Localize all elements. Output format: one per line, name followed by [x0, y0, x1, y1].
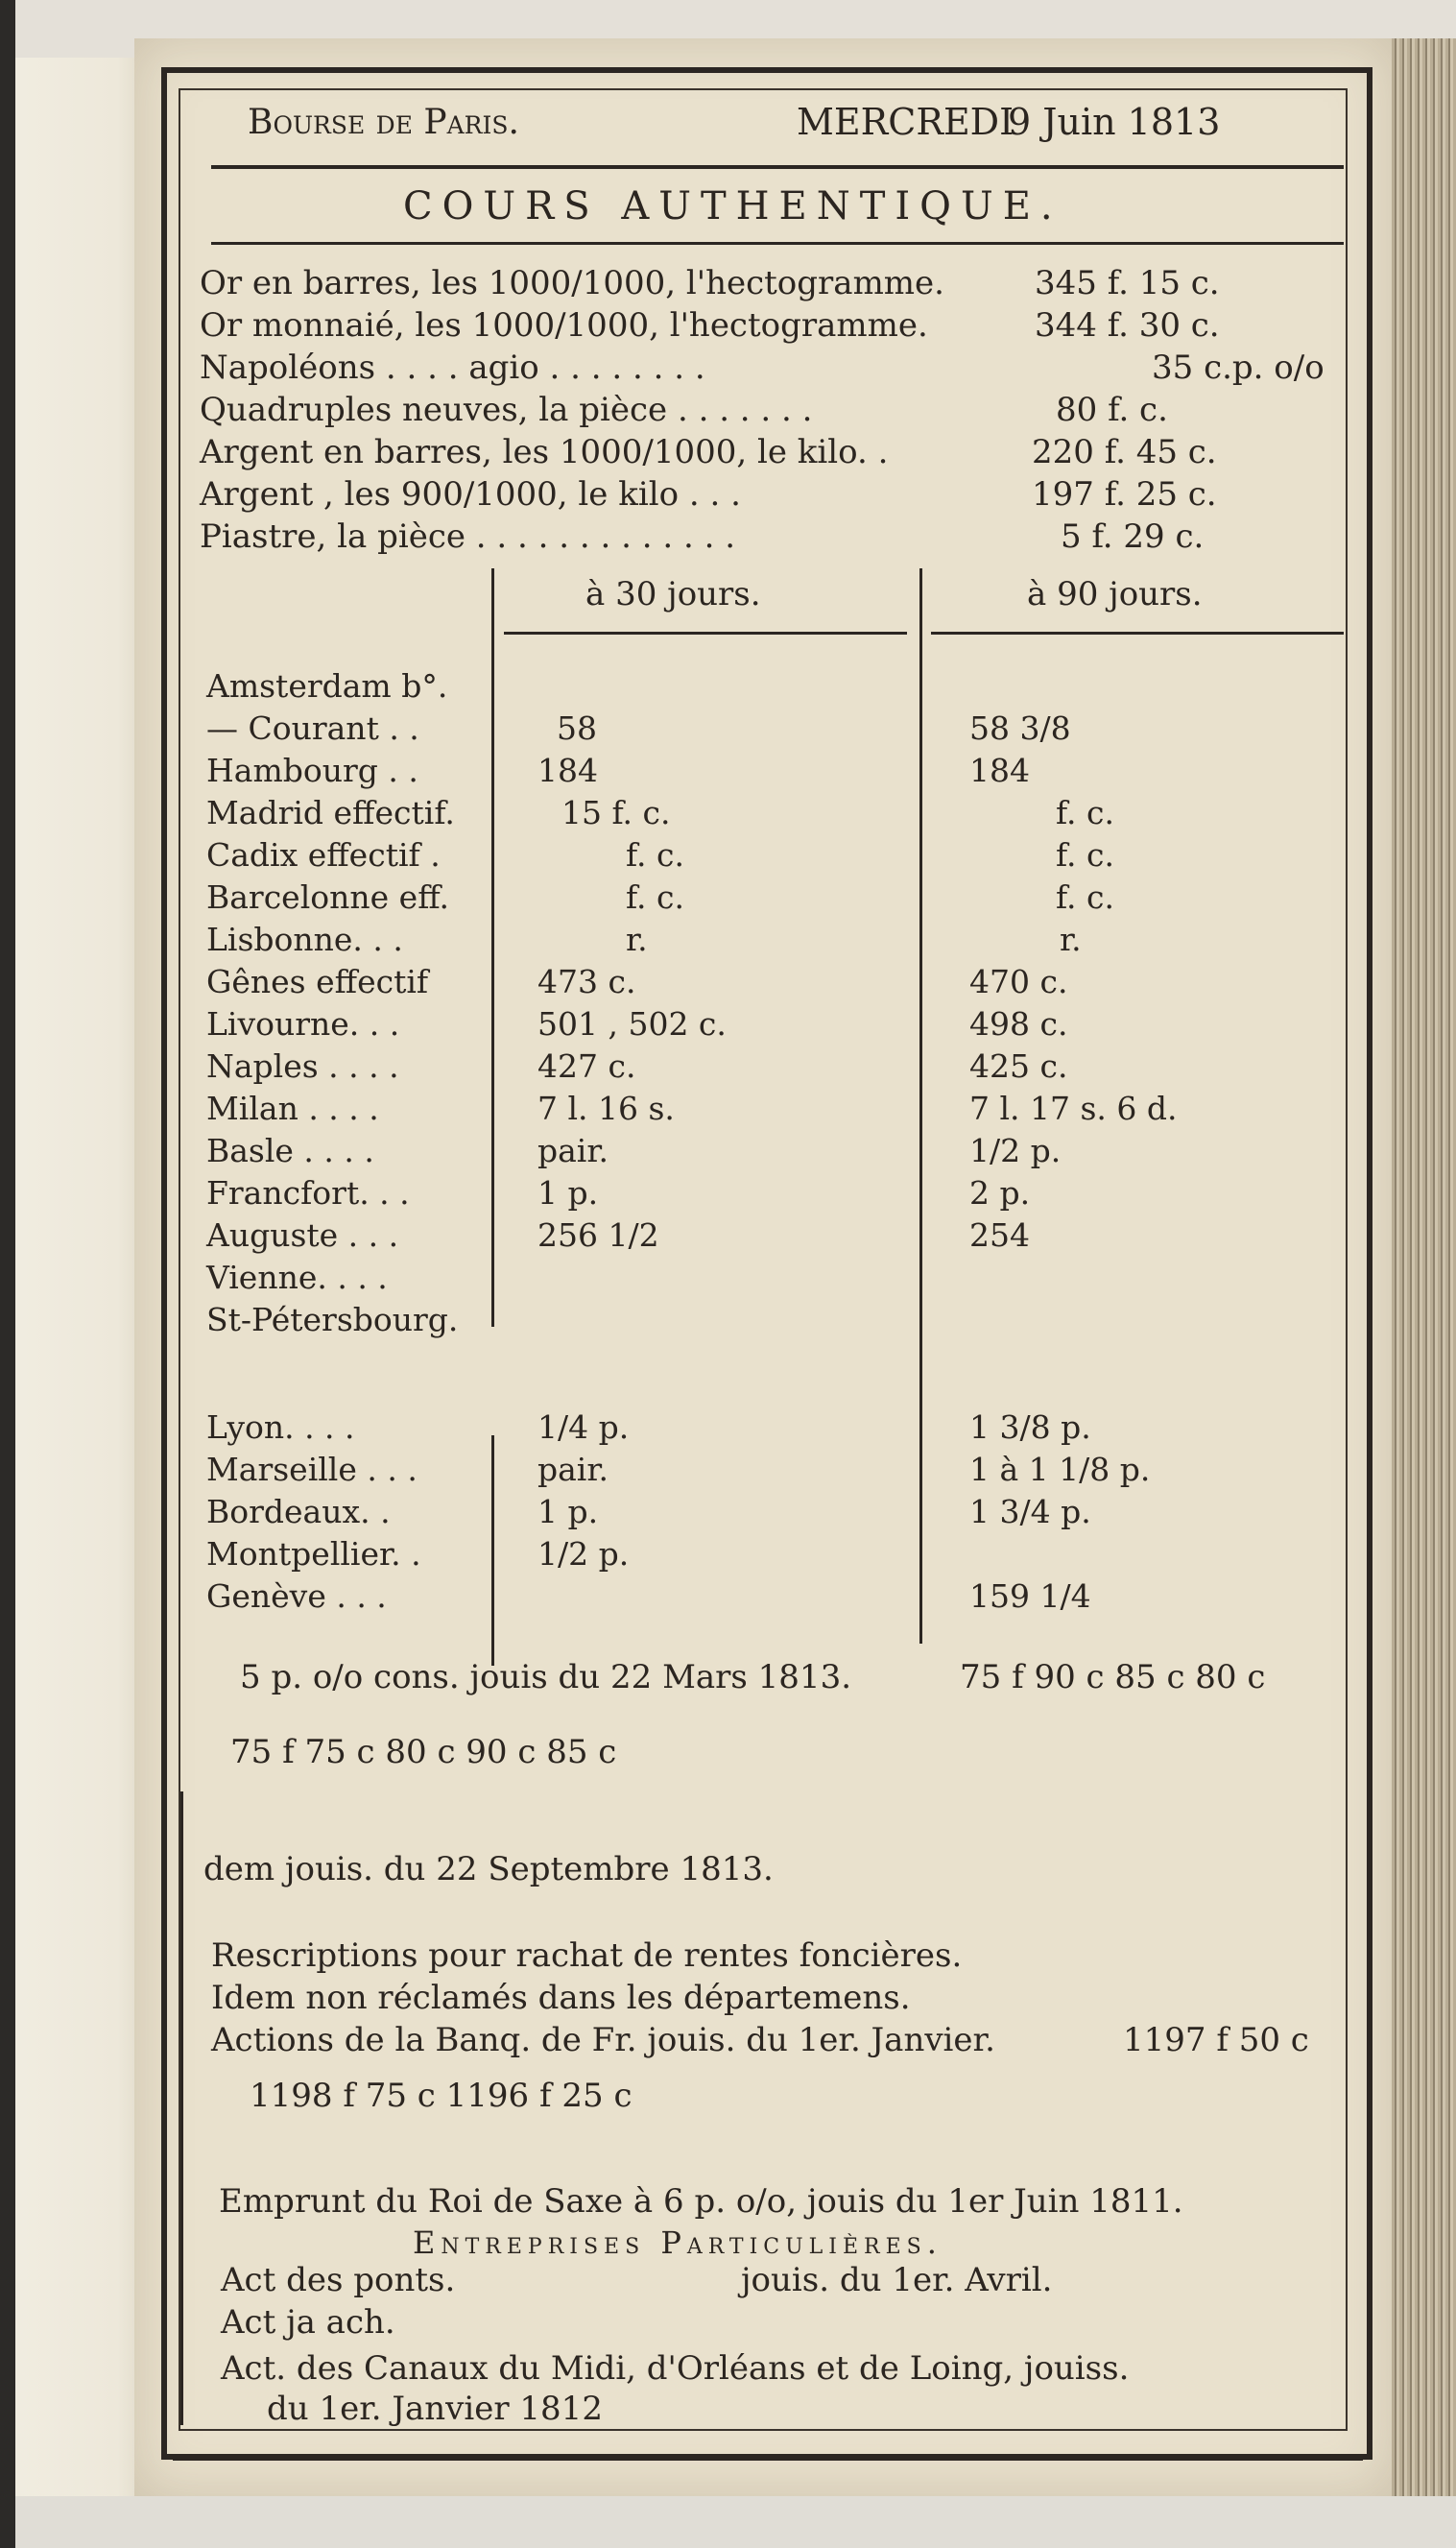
domestic-30: 1/4 p.	[537, 1408, 630, 1446]
exchange-30: f. c.	[626, 878, 684, 916]
column-rule-90	[931, 632, 1344, 635]
column-rule-30	[504, 632, 907, 635]
domestic-90: 1 à 1 1/8 p.	[969, 1451, 1151, 1488]
page-title: COURS AUTHENTIQUE.	[403, 184, 1062, 228]
domestic-place: Marseille . . .	[206, 1451, 418, 1488]
actions-line2: 1198 f 75 c 1196 f 25 c	[250, 2077, 633, 2115]
exchange-place: Madrid effectif.	[206, 794, 455, 831]
column-header-30-days: à 30 jours.	[585, 575, 761, 613]
page-edges	[1384, 38, 1456, 2496]
exchange-90: 498 c.	[969, 1005, 1068, 1043]
exchange-90: f. c.	[1056, 878, 1114, 916]
exchange-place: Vienne. . . .	[206, 1259, 388, 1296]
metal-value: 80 f. c.	[1056, 391, 1168, 429]
exchange-30: 473 c.	[537, 963, 636, 1000]
header-left: Bourse de Paris.	[248, 103, 519, 142]
exchange-30: 501 , 502 c.	[537, 1005, 727, 1043]
domestic-place: Genève . . .	[206, 1577, 387, 1615]
metal-label: Quadruples neuves, la pièce . . . . . . .	[200, 391, 813, 429]
exchange-30: 15 f. c.	[561, 794, 671, 831]
exchange-90: r.	[1060, 921, 1082, 958]
rentes-label: 5 p. o/o cons. jouis du 22 Mars 1813.	[240, 1658, 852, 1696]
exchange-90: 425 c.	[969, 1047, 1068, 1085]
metal-label: Or monnaié, les 1000/1000, l'hectogramme.	[200, 306, 928, 345]
domestic-90: 1 3/4 p.	[969, 1493, 1091, 1530]
exchange-90: 2 p.	[969, 1174, 1031, 1212]
domestic-30: pair.	[537, 1451, 609, 1488]
exchange-30: pair.	[537, 1132, 609, 1169]
exchange-place: Amsterdam b°.	[206, 667, 448, 705]
exchange-30: r.	[626, 921, 648, 958]
exchange-30: 7 l. 16 s.	[537, 1090, 675, 1127]
metal-label: Napoléons . . . . agio . . . . . . . .	[200, 349, 705, 387]
exchange-place: Basle . . . .	[206, 1132, 374, 1169]
exchange-place: Auguste . . .	[206, 1216, 399, 1254]
metal-value: 345 f. 15 c.	[1035, 264, 1220, 302]
binding-shadow	[0, 0, 15, 2548]
exchange-90: 254	[969, 1216, 1030, 1254]
rentes-value: 75 f 90 c 85 c 80 c	[960, 1658, 1266, 1696]
act-ponts: Act des ponts.	[221, 2261, 456, 2299]
rentes-idem: dem jouis. du 22 Septembre 1813.	[203, 1850, 774, 1888]
domestic-place: Bordeaux. .	[206, 1493, 391, 1530]
left-margin-rule	[180, 1791, 183, 2425]
column-divider-right	[919, 568, 922, 1644]
exchange-30: f. c.	[626, 836, 684, 874]
metal-value: 197 f. 25 c.	[1032, 475, 1217, 514]
exchange-90: 1/2 p.	[969, 1132, 1062, 1169]
exchange-place: St-Pétersbourg.	[206, 1301, 459, 1338]
metal-label: Argent , les 900/1000, le kilo . . .	[200, 475, 741, 514]
exchange-90: 58 3/8	[969, 709, 1071, 747]
domestic-30: 1 p.	[537, 1493, 599, 1530]
title-rule	[211, 242, 1344, 245]
column-divider-left	[491, 568, 494, 1327]
metal-value: 35 c.p. o/o	[1152, 349, 1325, 387]
metal-label: Piastre, la pièce . . . . . . . . . . . . .	[200, 517, 735, 556]
domestic-90: 1 3/8 p.	[969, 1408, 1091, 1446]
exchange-90: 470 c.	[969, 963, 1068, 1000]
exchange-30: 427 c.	[537, 1047, 636, 1085]
bourse-page	[134, 38, 1392, 2496]
metal-value: 5 f. 29 c.	[1061, 517, 1205, 556]
emprunt-saxe: Emprunt du Roi de Saxe à 6 p. o/o, jouis du 1er Juin 1811.	[219, 2182, 1183, 2221]
header-rule	[211, 165, 1344, 169]
exchange-place: Naples . . . .	[206, 1047, 399, 1085]
rescriptions: Rescriptions pour rachat de rentes foncières.	[211, 1936, 963, 1975]
column-divider-left-lower	[491, 1435, 494, 1666]
exchange-place: Lisbonne. . .	[206, 921, 403, 958]
exchange-place: — Courant . .	[206, 709, 419, 747]
domestic-30: 1/2 p.	[537, 1535, 630, 1573]
exchange-place: Barcelonne eff.	[206, 878, 449, 916]
act-canaux: Act. des Canaux du Midi, d'Orléans et de Loing, jouiss.	[221, 2349, 1130, 2388]
entreprises-title: Entreprises Particulières.	[413, 2224, 943, 2261]
rentes-line2: 75 f 75 c 80 c 90 c 85 c	[230, 1733, 617, 1771]
exchange-place: Cadix effectif .	[206, 836, 441, 874]
exchange-30: 184	[537, 752, 598, 789]
bottom-rule	[173, 2456, 1363, 2461]
idem-non-reclames: Idem non réclamés dans les départemens.	[211, 1979, 911, 2017]
domestic-place: Montpellier. .	[206, 1535, 421, 1573]
actions-label: Actions de la Banq. de Fr. jouis. du 1er. Janvier.	[211, 2021, 995, 2059]
exchange-place: Livourne. . .	[206, 1005, 400, 1043]
exchange-30: 256 1/2	[537, 1216, 659, 1254]
exchange-90: 7 l. 17 s. 6 d.	[969, 1090, 1178, 1127]
exchange-30: 1 p.	[537, 1174, 599, 1212]
metal-value: 220 f. 45 c.	[1032, 433, 1217, 471]
exchange-place: Gênes effectif	[206, 963, 429, 1000]
act-jardin: Act ja ach.	[221, 2303, 395, 2342]
exchange-90: f. c.	[1056, 836, 1114, 874]
act-ponts-jouis: jouis. du 1er. Avril.	[741, 2261, 1053, 2299]
metal-label: Argent en barres, les 1000/1000, le kilo. .	[200, 433, 889, 471]
header-day: MERCREDI	[797, 101, 1014, 143]
exchange-place: Hambourg . .	[206, 752, 418, 789]
exchange-30: 58	[557, 709, 597, 747]
column-header-90-days: à 90 jours.	[1027, 575, 1203, 613]
domestic-90: 159 1/4	[969, 1577, 1091, 1615]
metal-label: Or en barres, les 1000/1000, l'hectogramme.	[200, 264, 944, 302]
exchange-90: 184	[969, 752, 1030, 789]
exchange-place: Francfort. . .	[206, 1174, 410, 1212]
exchange-place: Milan . . . .	[206, 1090, 379, 1127]
header-date: 9 Juin 1813	[1008, 101, 1221, 143]
metal-value: 344 f. 30 c.	[1035, 306, 1220, 345]
actions-value: 1197 f 50 c	[1123, 2021, 1309, 2059]
domestic-place: Lyon. . . .	[206, 1408, 355, 1446]
exchange-90: f. c.	[1056, 794, 1114, 831]
act-canaux-date: du 1er. Janvier 1812	[267, 2390, 603, 2428]
